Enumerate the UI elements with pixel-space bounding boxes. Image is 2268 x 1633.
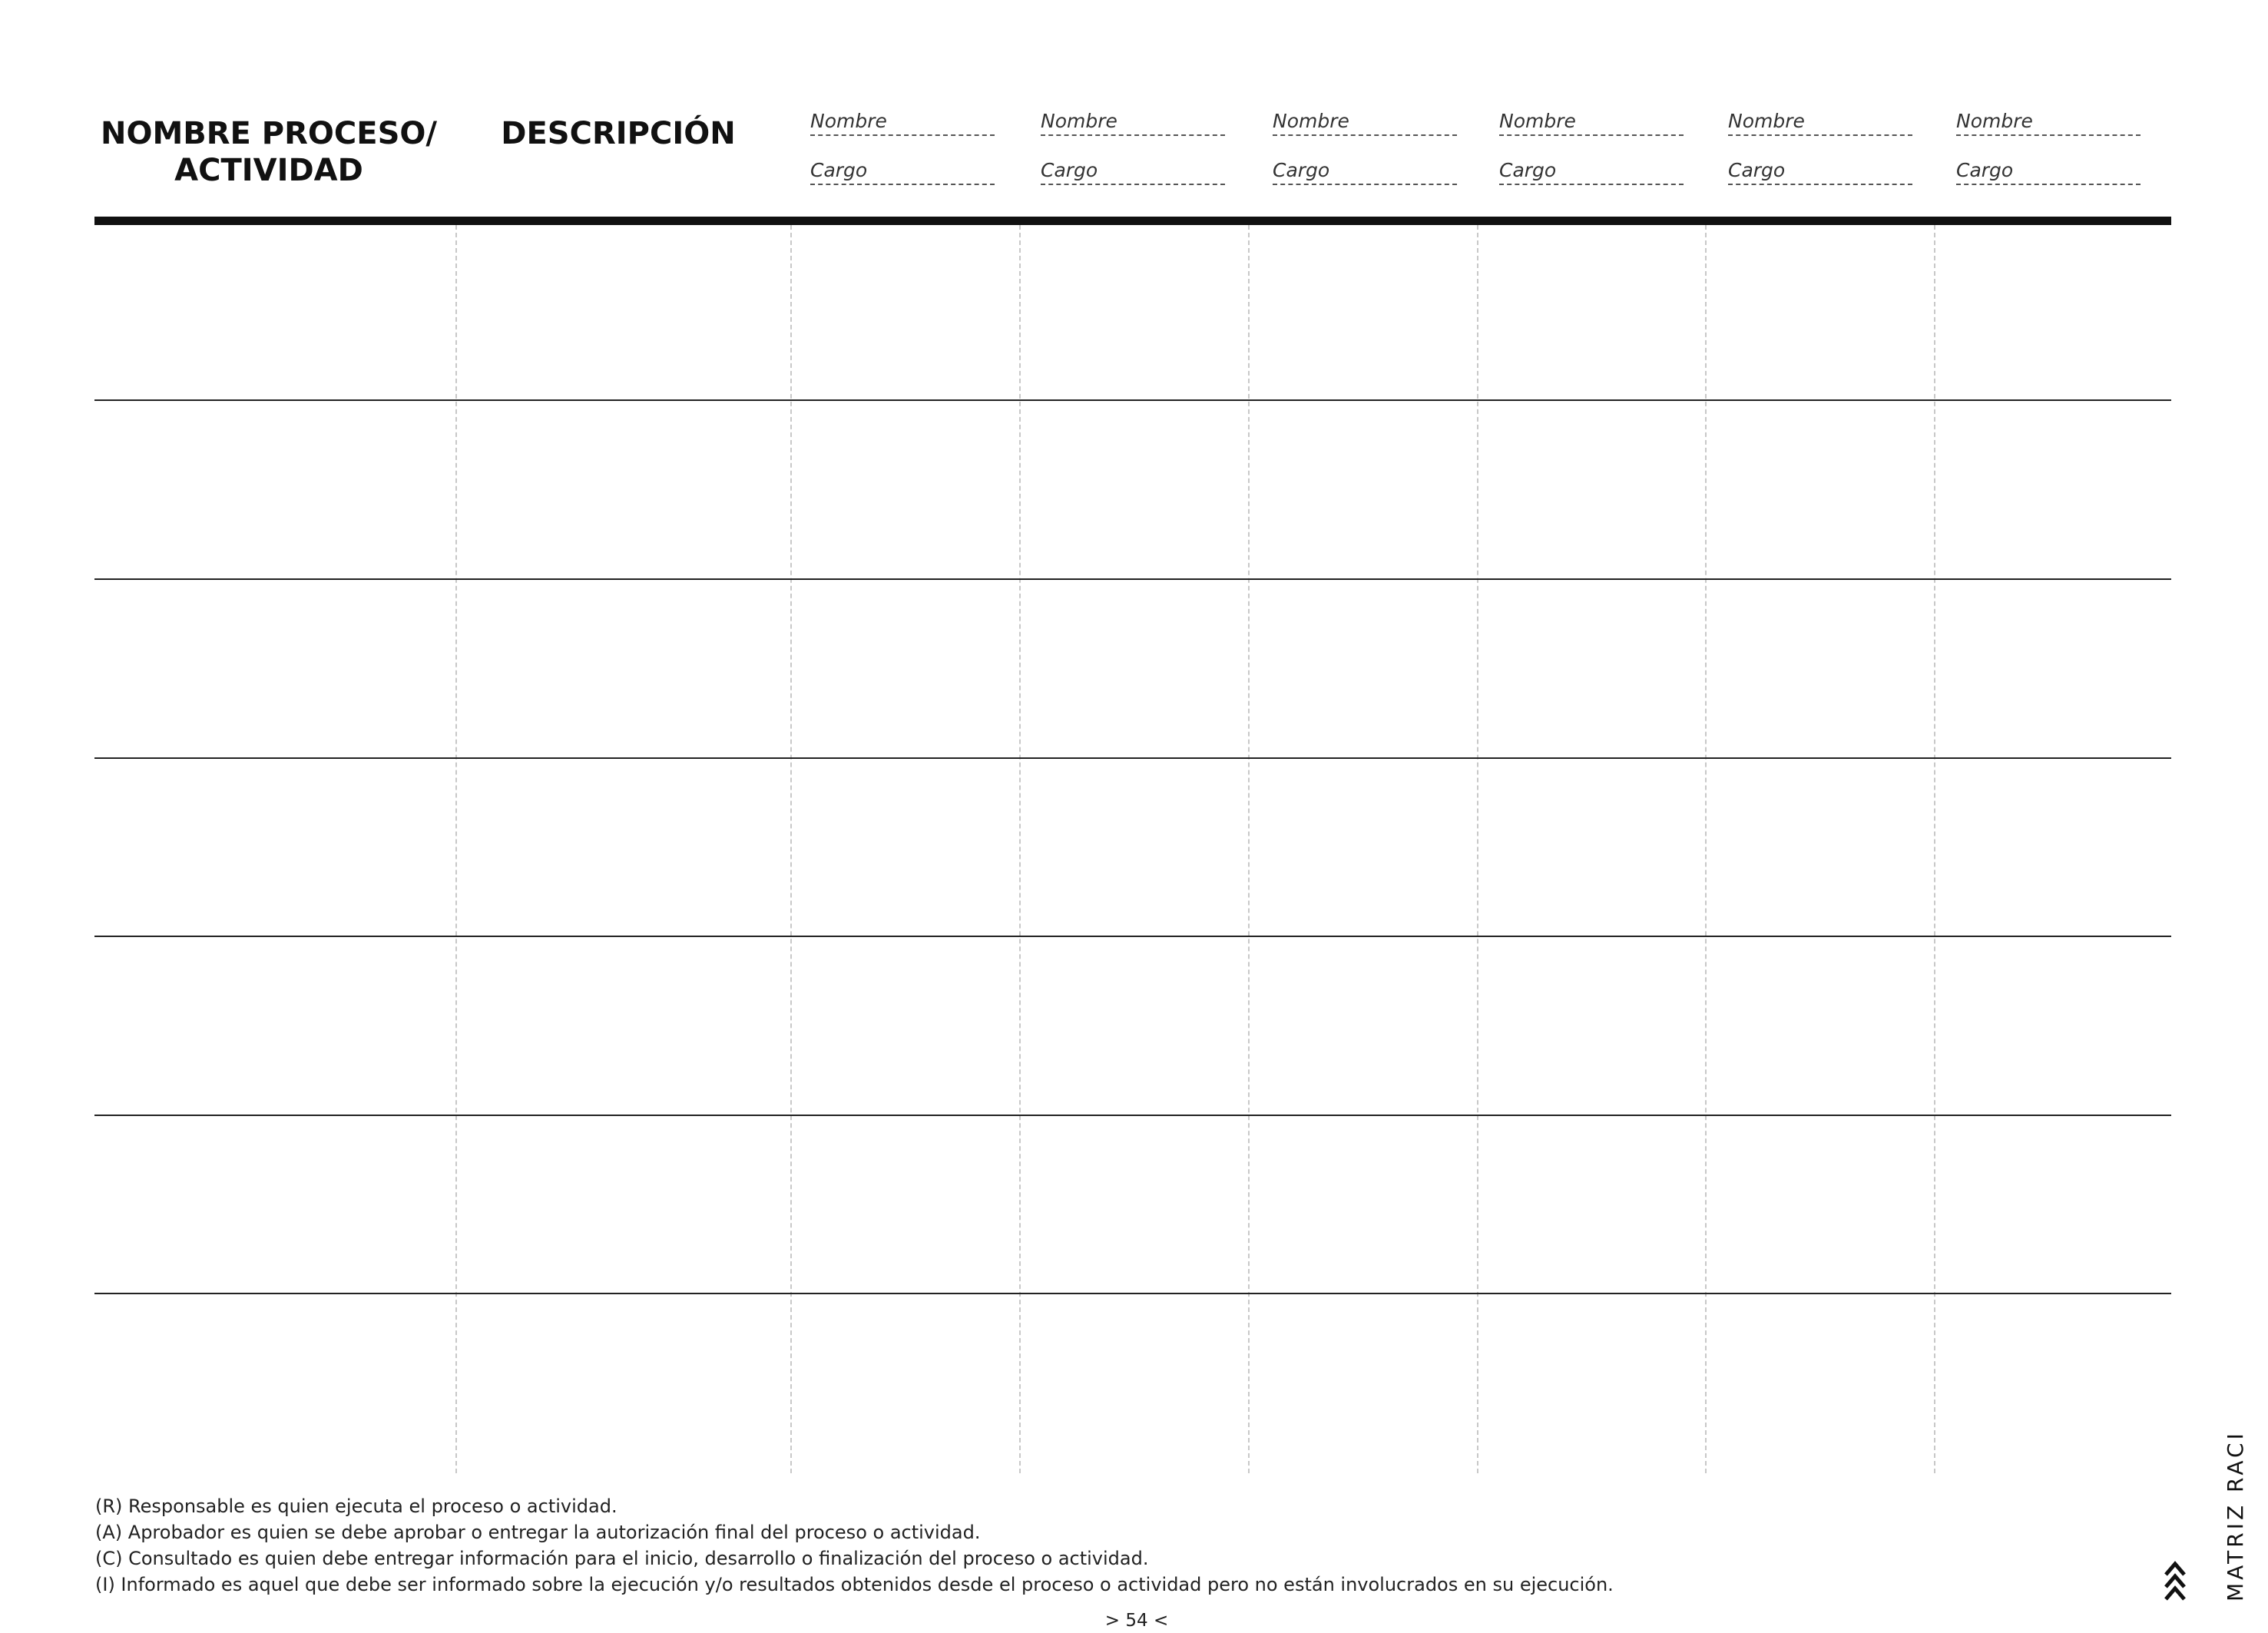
- name-line[interactable]: [1956, 134, 2141, 136]
- legend-item-r: (R) Responsable es quien ejecuta el proceso o actividad.: [95, 1496, 617, 1517]
- row-separator: [94, 936, 2171, 937]
- name-line[interactable]: [1728, 134, 1912, 136]
- role-label: Cargo: [1956, 159, 2014, 181]
- column-separator: [1019, 225, 1021, 1473]
- role-label: Cargo: [1728, 159, 1786, 181]
- column-separator: [1934, 225, 1935, 1473]
- role-line[interactable]: [1499, 184, 1684, 185]
- name-line[interactable]: [1273, 134, 1457, 136]
- person-slot-1[interactable]: [810, 108, 995, 192]
- column-separator: [1477, 225, 1478, 1473]
- row-separator: [94, 1293, 2171, 1294]
- row-separator: [94, 1115, 2171, 1116]
- role-line[interactable]: [1041, 184, 1225, 185]
- role-label: Cargo: [1041, 159, 1098, 181]
- role-label: Cargo: [1273, 159, 1330, 181]
- column-separator: [790, 225, 792, 1473]
- page-number: > 54 <: [1104, 1611, 1169, 1631]
- column-separator: [1248, 225, 1250, 1473]
- role-label: Cargo: [810, 159, 868, 181]
- stacked-chevrons-icon: [2164, 1561, 2187, 1604]
- column-title-process-line2: ACTIVIDAD: [174, 153, 363, 188]
- role-line[interactable]: [1956, 184, 2141, 185]
- person-slot-3[interactable]: [1273, 108, 1457, 192]
- name-label: Nombre: [810, 110, 887, 132]
- legend-item-a: (A) Aprobador es quien se debe aprobar o entregar la autorización final del proceso o actividad.: [95, 1522, 981, 1543]
- legend-item-c: (C) Consultado es quien debe entregar información para el inicio, desarrollo o finalización del proceso o actividad.: [95, 1548, 1149, 1569]
- column-title-process: [100, 115, 438, 189]
- column-separator: [1705, 225, 1707, 1473]
- raci-legend: [95, 1493, 2092, 1598]
- column-separator: [455, 225, 457, 1473]
- name-label: Nombre: [1041, 110, 1117, 132]
- name-line[interactable]: [810, 134, 995, 136]
- role-line[interactable]: [1728, 184, 1912, 185]
- header-rule: [94, 217, 2171, 225]
- row-separator: [94, 578, 2171, 580]
- section-side-label: MATRIZ RACI: [2223, 1430, 2248, 1602]
- row-separator: [94, 757, 2171, 759]
- name-line[interactable]: [1499, 134, 1684, 136]
- role-label: Cargo: [1499, 159, 1557, 181]
- person-slot-2[interactable]: [1041, 108, 1225, 192]
- column-title-process-line1: NOMBRE PROCESO/: [100, 116, 438, 151]
- role-line[interactable]: [810, 184, 995, 185]
- name-line[interactable]: [1041, 134, 1225, 136]
- row-separator: [94, 399, 2171, 401]
- person-slot-5[interactable]: [1728, 108, 1912, 192]
- person-slot-6[interactable]: [1956, 108, 2141, 192]
- name-label: Nombre: [1956, 110, 2033, 132]
- person-slot-4[interactable]: [1499, 108, 1684, 192]
- column-title-description: DESCRIPCIÓN: [501, 116, 736, 151]
- legend-item-i: (I) Informado es aquel que debe ser informado sobre la ejecución y/o resultados obtenidos desde el proceso o actividad pero no están involucrados en su ejecución.: [95, 1574, 1614, 1595]
- name-label: Nombre: [1273, 110, 1349, 132]
- name-label: Nombre: [1499, 110, 1576, 132]
- name-label: Nombre: [1728, 110, 1805, 132]
- role-line[interactable]: [1273, 184, 1457, 185]
